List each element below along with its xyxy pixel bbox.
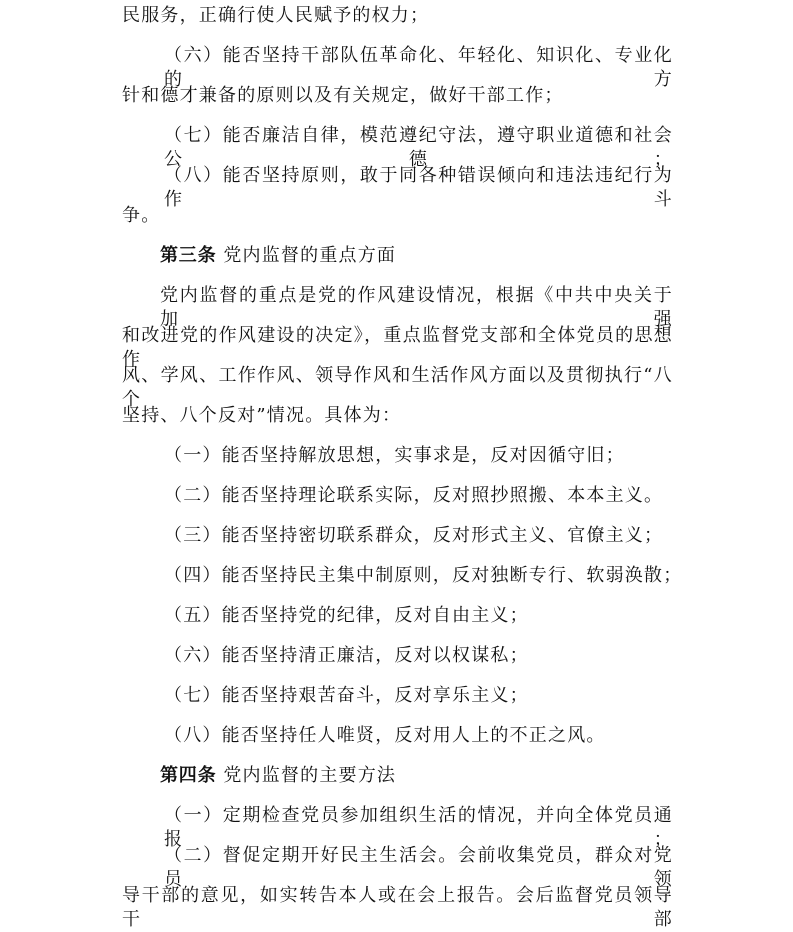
- text-line: 争。: [122, 205, 161, 226]
- text-line: 导干部的意见，如实转告本人或在会上报告。会后监督党员领导干部: [122, 885, 673, 930]
- article-heading: [160, 764, 396, 788]
- article-label: 第四条: [160, 765, 217, 786]
- text-line: 针和德才兼备的原则以及有关规定，做好干部工作；: [122, 85, 564, 106]
- article-title: 党内监督的重点方面: [223, 245, 397, 266]
- article-heading: [160, 244, 396, 268]
- list-item: （五）能否坚持党的纪律，反对自由主义；: [164, 605, 529, 626]
- list-item: （一）定期检查党员参加组织生活的情况，并向全体党员通报；: [164, 805, 673, 850]
- list-item: （六）能否坚持清正廉洁，反对以权谋私；: [164, 645, 529, 666]
- list-item: （一）能否坚持解放思想，实事求是，反对因循守旧；: [164, 445, 625, 466]
- list-item: （七）能否坚持艰苦奋斗，反对享乐主义；: [164, 685, 529, 706]
- text-line: 党内监督的重点是党的作风建设情况，根据《中共中央关于加强: [160, 285, 673, 330]
- text-line: 风、学风、工作作风、领导作风和生活作风方面以及贯彻执行“八个: [122, 365, 673, 410]
- text-line: （八）能否坚持原则，敢于同各种错误倾向和违法违纪行为作斗: [164, 165, 673, 210]
- text-line: （七）能否廉洁自律，模范遵纪守法，遵守职业道德和社会公德；: [164, 125, 673, 170]
- list-item: （二）督促定期开好民主生活会。会前收集党员，群众对党员领: [164, 845, 673, 890]
- list-item: （四）能否坚持民主集中制原则，反对独断专行、软弱涣散；: [164, 565, 683, 586]
- list-item: （八）能否坚持任人唯贤，反对用人上的不正之风。: [164, 725, 606, 746]
- list-item: （二）能否坚持理论联系实际，反对照抄照搬、本本主义。: [164, 485, 664, 506]
- article-title: 党内监督的主要方法: [223, 765, 397, 786]
- text-line: （六）能否坚持干部队伍革命化、年轻化、知识化、专业化的方: [164, 45, 673, 90]
- list-item: （三）能否坚持密切联系群众，反对形式主义、官僚主义；: [164, 525, 664, 546]
- text-line: 坚持、八个反对”情况。具体为：: [122, 405, 402, 426]
- text-line: 和改进党的作风建设的决定》，重点监督党支部和全体党员的思想作: [122, 325, 673, 370]
- text-line: 民服务，正确行使人民赋予的权力；: [122, 5, 430, 26]
- article-label: 第三条: [160, 245, 217, 266]
